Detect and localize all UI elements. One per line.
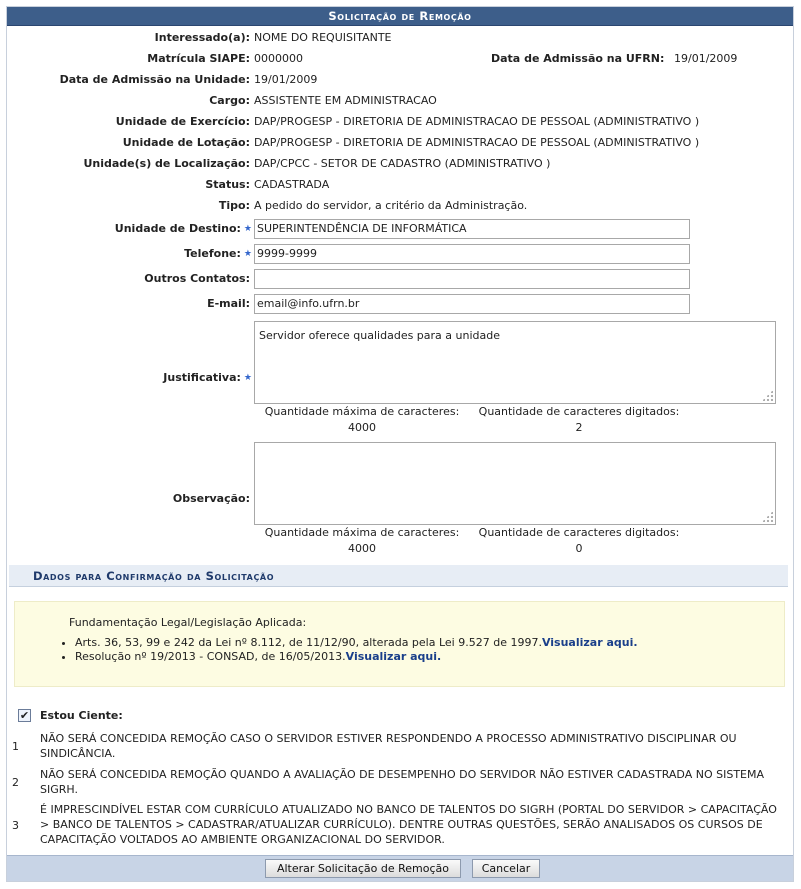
justificativa-text: Servidor oferece qualidades para a unidade	[259, 329, 501, 342]
value-lotacao: DAP/PROGESP - DIRETORIA DE ADMINISTRACAO DE PESSOAL (ADMINISTRATIVO )	[254, 136, 700, 149]
resize-grip-icon[interactable]	[762, 511, 773, 522]
required-star-icon: ★	[243, 224, 252, 234]
value-exercicio: DAP/PROGESP - DIRETORIA DE ADMINISTRACAO DE PESSOAL (ADMINISTRATIVO )	[254, 115, 700, 128]
row-interessado	[7, 29, 793, 47]
form-title: Solicitação de Remoção	[7, 7, 793, 26]
label-interessado: Interessado(a):	[154, 31, 250, 44]
justificativa-textarea[interactable]	[254, 321, 776, 404]
term-number: 2	[12, 776, 19, 789]
legal-basis-box	[14, 601, 785, 687]
form-footer	[7, 855, 793, 881]
label-lotacao: Unidade de Lotação:	[122, 136, 250, 149]
label-observacao: Observação:	[172, 492, 250, 505]
row-matricula	[7, 50, 793, 68]
row-localizacao	[7, 155, 793, 173]
label-matricula: Matrícula SIAPE:	[147, 52, 250, 65]
email-input[interactable]: email@info.ufrn.br	[254, 294, 690, 314]
row-exercicio	[7, 113, 793, 131]
term-number: 3	[12, 819, 19, 832]
legal-item-text: Resolução nº 19/2013 - CONSAD, de 16/05/2013.	[75, 650, 346, 663]
max-chars-label: Quantidade máxima de caracteres:	[264, 526, 460, 539]
label-email: E-mail:	[207, 297, 250, 310]
legal-item-text: Arts. 36, 53, 99 e 242 da Lei nº 8.112, de 11/12/90, alterada pela Lei 9.527 de 1997.	[75, 636, 542, 649]
view-law-link[interactable]: Visualizar aqui.	[541, 636, 638, 649]
term-text: NÃO SERÁ CONCEDIDA REMOÇÃO CASO O SERVIDOR ESTIVER RESPONDENDO A PROCESSO ADMINISTRATIVO DISCIPLINAR OU SINDICÂNCIA.	[40, 732, 737, 760]
value-matricula: 0000000	[254, 52, 303, 65]
term-text: NÃO SERÁ CONCEDIDA REMOÇÃO QUANDO A AVALIAÇÃO DE DESEMPENHO DO SERVIDOR NÃO ESTIVER CADASTRADA NO SISTEMA SIGRH.	[40, 768, 765, 796]
max-chars-label: Quantidade máxima de caracteres:	[264, 405, 460, 418]
legal-list	[53, 636, 638, 664]
row-tipo	[7, 197, 793, 215]
label-telefone-text: Telefone:	[184, 247, 241, 260]
label-justificativa	[163, 369, 252, 387]
section-confirmation-title: Dados para Confirmação da Solicitação	[9, 565, 788, 587]
value-admissao-ufrn: 19/01/2009	[674, 52, 738, 65]
value-tipo: A pedido do servidor, a critério da Administração.	[254, 199, 528, 212]
outros-contatos-input[interactable]	[254, 269, 690, 289]
resize-grip-icon[interactable]	[762, 390, 773, 401]
value-interessado: NOME DO REQUISITANTE	[254, 31, 392, 44]
max-chars-value: 4000	[348, 421, 376, 434]
term-text: É IMPRESCINDÍVEL ESTAR COM CURRÍCULO ATUALIZADO NO BANCO DE TALENTOS DO SIGRH (PORTAL DO SERVIDOR > CAPACITAÇÃO > BANCO DE TALENTOS > CADASTRAR/ATUALIZAR CURRÍCULO). DENTRE OUTRAS QUESTÕES, SERÃO ANALISADOS OS CURSOS DE CAPACITAÇÃO VOLTADOS AO AMBIENTE ORGANIZACIONAL DO SERVIDOR.	[40, 803, 777, 846]
typed-chars-label: Quantidade de caracteres digitados:	[478, 526, 680, 539]
removal-request-form	[6, 6, 794, 882]
label-localizacao: Unidade(s) de Localização:	[83, 157, 250, 170]
label-status: Status:	[205, 178, 250, 191]
legal-item	[75, 650, 638, 664]
legal-heading: Fundamentação Legal/Legislação Aplicada:	[69, 616, 307, 629]
label-admissao-ufrn: Data de Admissão na UFRN:	[491, 52, 665, 65]
cancel-button[interactable]: Cancelar	[472, 859, 540, 878]
ciente-checkbox[interactable]: ✔	[19, 709, 30, 722]
label-admissao-unidade: Data de Admissão na Unidade:	[59, 73, 250, 86]
label-destino-text: Unidade de Destino:	[114, 222, 241, 235]
row-status	[7, 176, 793, 194]
alterar-solicitacao-button[interactable]: Alterar Solicitação de Remoção	[265, 859, 461, 878]
typed-chars-value: 0	[575, 542, 583, 555]
label-cargo: Cargo:	[209, 94, 250, 107]
typed-chars-value: 2	[575, 421, 583, 434]
row-cargo	[7, 92, 793, 110]
row-admissao-unidade	[7, 71, 793, 89]
value-cargo: ASSISTENTE EM ADMINISTRACAO	[254, 94, 437, 107]
typed-chars-label: Quantidade de caracteres digitados:	[478, 405, 680, 418]
value-admissao-unidade: 19/01/2009	[254, 73, 318, 86]
row-lotacao	[7, 134, 793, 152]
label-outros: Outros Contatos:	[144, 272, 250, 285]
label-justificativa-text: Justificativa:	[163, 371, 241, 384]
label-telefone	[184, 245, 252, 263]
max-chars-value: 4000	[348, 542, 376, 555]
label-tipo: Tipo:	[218, 199, 250, 212]
value-status: CADASTRADA	[254, 178, 330, 191]
term-number: 1	[12, 740, 19, 753]
required-star-icon: ★	[243, 373, 252, 383]
label-destino	[115, 220, 252, 238]
destino-input[interactable]: SUPERINTENDÊNCIA DE INFORMÁTICA	[254, 219, 690, 239]
value-localizacao: DAP/CPCC - SETOR DE CADASTRO (ADMINISTRATIVO )	[254, 157, 551, 170]
ciente-label: Estou Ciente:	[40, 709, 123, 722]
view-resolution-link[interactable]: Visualizar aqui.	[345, 650, 442, 663]
required-star-icon: ★	[243, 249, 252, 259]
telefone-input[interactable]: 9999-9999	[254, 244, 690, 264]
observacao-textarea[interactable]	[254, 442, 776, 525]
label-exercicio: Unidade de Exercício:	[115, 115, 250, 128]
legal-item	[75, 636, 638, 650]
